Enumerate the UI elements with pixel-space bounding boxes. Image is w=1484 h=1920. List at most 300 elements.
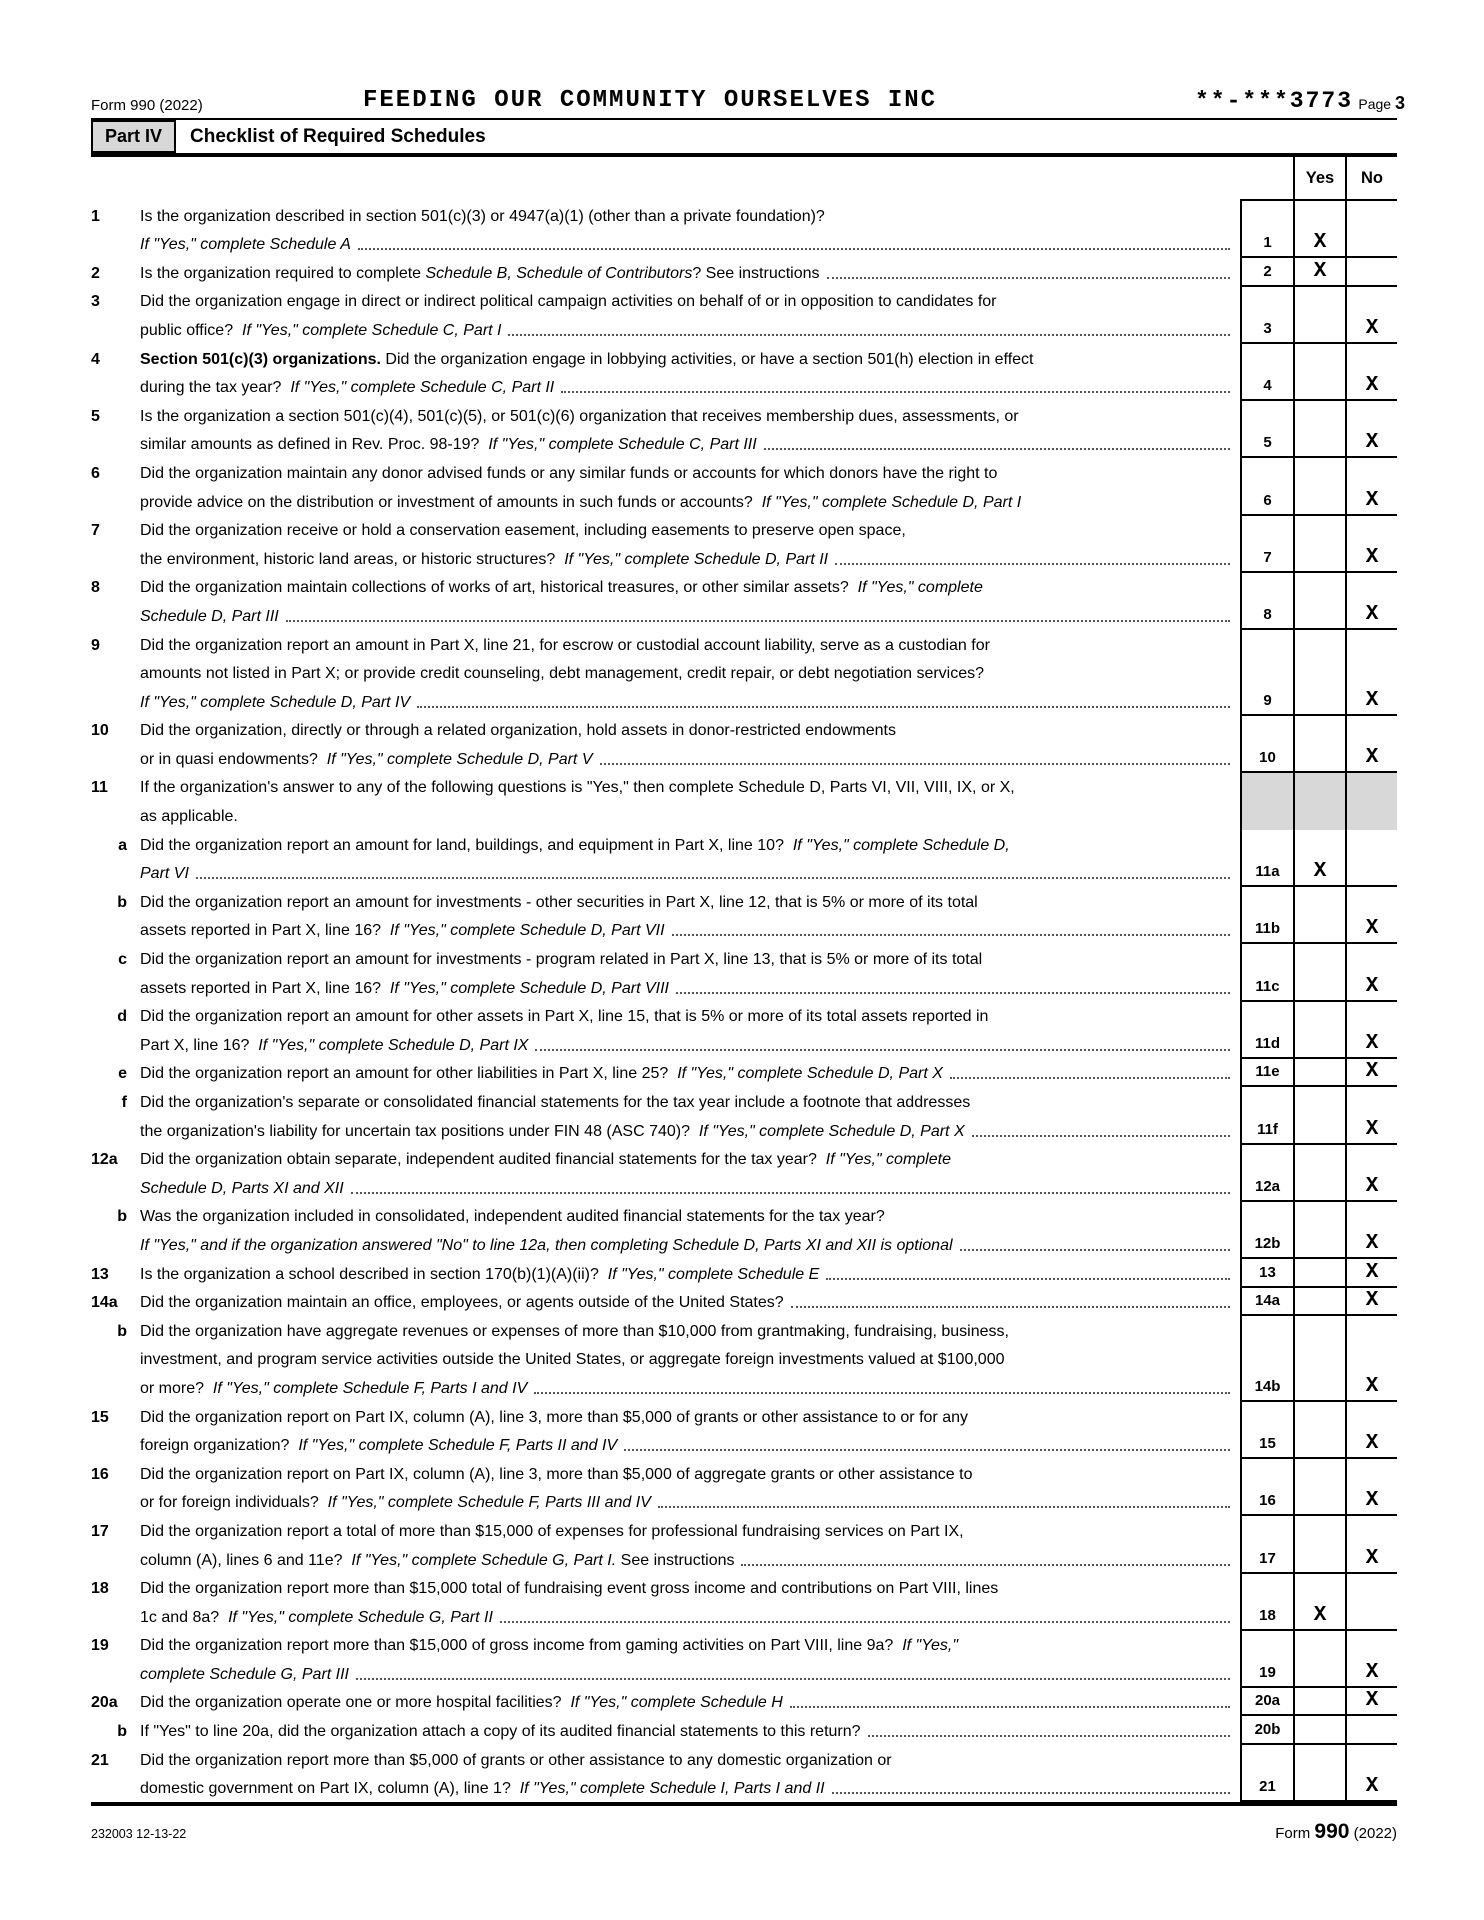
question-line	[91, 1116, 1240, 1145]
yes-cell	[1293, 887, 1345, 944]
form-edition-label: Form 990 (2022)	[91, 97, 203, 114]
question-number: b	[117, 893, 127, 911]
line-number: 1	[1263, 234, 1272, 252]
text-segment: Did the organization report more than $15,000 total of fundraising event gross income and contributions on Part VIII, lines	[140, 1580, 999, 1598]
no-cell	[1345, 458, 1397, 515]
question-row	[91, 1574, 1397, 1631]
no-cell	[1345, 516, 1397, 573]
question-line	[91, 344, 1240, 373]
footer-print-code: 232003 12-13-22	[91, 1827, 187, 1842]
line-number: 6	[1263, 491, 1272, 509]
question-line	[91, 1173, 1240, 1202]
question-number: 14a	[91, 1294, 118, 1312]
question-line	[91, 1087, 1240, 1116]
x-mark: X	[1365, 431, 1379, 455]
line-number-column-spacer	[1240, 157, 1293, 199]
text-segment: If "Yes," complete Schedule C, Part III	[488, 436, 757, 454]
question-row	[91, 201, 1397, 258]
question-line	[91, 1688, 1240, 1717]
line-number-cell	[1240, 258, 1293, 287]
text-segment: the organization's liability for uncertain tax positions under FIN 48 (ASC 740)?	[140, 1122, 699, 1140]
x-mark: X	[1365, 602, 1379, 626]
question-line	[91, 1659, 1240, 1688]
question-line	[91, 544, 1240, 573]
text-segment: If "Yes," complete Schedule F, Parts III and IV	[327, 1494, 651, 1512]
question-number: b	[117, 1322, 127, 1340]
line-number-cell	[1240, 516, 1293, 573]
answer-cells	[1240, 573, 1397, 630]
question-row	[91, 630, 1397, 716]
text-segment: If "Yes," complete Schedule F, Parts I and IV	[212, 1379, 528, 1397]
question-text	[91, 1459, 1240, 1516]
page-footer	[91, 1820, 1397, 1844]
question-row	[91, 1002, 1397, 1059]
question-row	[91, 1631, 1397, 1688]
dotted-leader	[417, 706, 1230, 708]
question-number: f	[121, 1094, 127, 1111]
line-number-cell	[1240, 573, 1293, 630]
dotted-leader	[600, 763, 1231, 765]
text-segment: If "Yes," complete Schedule C, Part I	[242, 321, 502, 339]
no-cell	[1345, 1459, 1397, 1516]
text-segment: If "Yes," complete Schedule I, Parts I and II	[519, 1780, 825, 1798]
text-segment: If "Yes," complete	[825, 1151, 951, 1169]
text-segment: Did the organization report an amount for other liabilities in Part X, line 25?	[140, 1065, 678, 1083]
question-text	[91, 573, 1240, 630]
yes-column-header: Yes	[1293, 157, 1345, 199]
answer-cells	[1240, 401, 1397, 458]
line-number-cell	[1240, 344, 1293, 401]
question-row	[91, 1316, 1397, 1402]
dotted-leader	[196, 877, 1230, 879]
text-segment: Was the organization included in consolidated, independent audited financial statements for the tax year?	[140, 1208, 885, 1226]
question-line	[91, 859, 1240, 888]
text-segment: Did the organization report an amount for land, buildings, and equipment in Part X, line 10?	[140, 836, 793, 854]
text-segment: column (A), lines 6 and 11e?	[140, 1551, 352, 1569]
question-number: 15	[91, 1408, 109, 1426]
no-column-header: No	[1345, 157, 1397, 199]
footer-form-word: Form	[1275, 1825, 1315, 1843]
line-number: 5	[1263, 434, 1272, 452]
yes-cell	[1293, 1516, 1345, 1573]
dotted-leader	[672, 934, 1230, 936]
x-mark: X	[1365, 1289, 1379, 1313]
yes-cell	[1293, 1459, 1345, 1516]
question-text	[91, 258, 1240, 287]
line-number-cell	[1240, 1059, 1293, 1088]
question-text	[91, 344, 1240, 401]
x-mark: X	[1365, 974, 1379, 998]
question-text	[91, 1059, 1240, 1088]
yes-cell	[1293, 573, 1345, 630]
text-segment: If "Yes," complete	[857, 579, 983, 597]
text-segment: If "Yes,"	[902, 1637, 959, 1655]
line-number: 8	[1263, 605, 1272, 623]
question-text	[91, 1402, 1240, 1459]
question-row	[91, 1745, 1397, 1802]
no-cell	[1345, 773, 1397, 830]
line-number-cell	[1240, 1259, 1293, 1288]
question-text	[91, 630, 1240, 716]
page-word: Page	[1358, 96, 1395, 112]
question-text	[91, 887, 1240, 944]
question-number: 3	[91, 293, 100, 311]
text-segment: If "Yes," complete Schedule H	[570, 1694, 783, 1712]
text-segment: If "Yes," complete Schedule D, Part V	[326, 750, 593, 768]
line-number-cell	[1240, 1202, 1293, 1259]
line-number-cell	[1240, 1459, 1293, 1516]
text-segment: or for foreign individuals?	[140, 1494, 328, 1512]
line-number: 7	[1263, 548, 1272, 566]
text-segment: If "Yes," complete Schedule D, Part X	[677, 1065, 943, 1083]
x-mark: X	[1365, 1174, 1379, 1198]
yes-cell	[1293, 1002, 1345, 1059]
yes-no-column-header	[91, 157, 1397, 201]
text-segment: See instructions	[616, 1551, 735, 1569]
question-text	[91, 944, 1240, 1001]
yes-cell	[1293, 1402, 1345, 1459]
yes-cell	[1293, 944, 1345, 1001]
x-mark: X	[1365, 1660, 1379, 1684]
question-number: 8	[91, 579, 100, 597]
question-text	[91, 773, 1240, 830]
no-cell	[1345, 573, 1397, 630]
text-segment: investment, and program service activities outside the United States, or aggregate foreign investments valued at $100,000	[140, 1351, 1005, 1369]
line-number-cell	[1240, 1516, 1293, 1573]
x-mark: X	[1313, 860, 1327, 884]
dotted-leader	[960, 1249, 1230, 1251]
question-line	[91, 516, 1240, 545]
line-number: 20a	[1254, 1692, 1281, 1710]
line-number: 11e	[1255, 1063, 1280, 1081]
answer-cells	[1240, 258, 1397, 287]
line-number: 2	[1263, 262, 1272, 280]
line-number: 18	[1259, 1606, 1276, 1624]
question-row	[91, 344, 1397, 401]
answer-cells	[1240, 1516, 1397, 1573]
question-row	[91, 1716, 1397, 1745]
page-number	[1358, 93, 1405, 114]
question-number: 13	[91, 1265, 109, 1283]
text-segment: complete Schedule G, Part III	[140, 1665, 349, 1683]
line-number: 17	[1259, 1549, 1276, 1567]
no-cell	[1345, 258, 1397, 287]
line-number-cell	[1240, 1316, 1293, 1402]
text-segment: similar amounts as defined in Rev. Proc. 98-19?	[140, 436, 489, 454]
x-mark: X	[1365, 1060, 1379, 1084]
question-row	[91, 1402, 1397, 1459]
text-segment: Schedule D, Parts XI and XII	[140, 1179, 344, 1197]
question-row	[91, 1459, 1397, 1516]
no-cell	[1345, 716, 1397, 773]
no-cell	[1345, 1688, 1397, 1717]
yes-cell	[1293, 287, 1345, 344]
question-line	[91, 1316, 1240, 1345]
text-segment: foreign organization?	[140, 1437, 299, 1455]
line-number: 10	[1259, 748, 1276, 766]
text-segment: Is the organization required to complete	[140, 264, 426, 282]
dotted-leader	[827, 277, 1230, 279]
dotted-leader	[868, 1735, 1230, 1737]
x-mark: X	[1313, 231, 1327, 255]
x-mark: X	[1313, 259, 1327, 283]
dotted-leader	[624, 1449, 1230, 1451]
yes-cell	[1293, 401, 1345, 458]
answer-cells	[1240, 716, 1397, 773]
question-line	[91, 630, 1240, 659]
text-segment: Section 501(c)(3) organizations.	[140, 350, 386, 368]
question-number: 20a	[91, 1694, 118, 1712]
text-segment: Did the organization receive or hold a conservation easement, including easements to preserve open space,	[140, 522, 906, 540]
no-cell	[1345, 944, 1397, 1001]
line-number-cell	[1240, 1288, 1293, 1317]
no-cell	[1345, 401, 1397, 458]
text-segment: Is the organization described in section 501(c)(3) or 4947(a)(1) (other than a private foundation)?	[140, 207, 825, 225]
no-cell	[1345, 201, 1397, 258]
question-text	[91, 458, 1240, 515]
text-segment: Did the organization operate one or more hospital facilities?	[140, 1694, 571, 1712]
question-number: 7	[91, 522, 100, 540]
answer-cells	[1240, 1716, 1397, 1745]
line-number-cell	[1240, 1688, 1293, 1717]
yes-cell	[1293, 1316, 1345, 1402]
question-number: 16	[91, 1465, 109, 1483]
line-number-cell	[1240, 830, 1293, 887]
answer-cells	[1240, 1259, 1397, 1288]
question-number: 2	[91, 264, 100, 282]
x-mark: X	[1365, 1374, 1379, 1398]
question-line	[91, 201, 1240, 230]
line-number: 11c	[1255, 977, 1280, 995]
question-line	[91, 659, 1240, 688]
line-number-cell	[1240, 201, 1293, 258]
question-row	[91, 830, 1397, 887]
dotted-leader	[826, 1278, 1230, 1280]
dotted-leader	[508, 334, 1230, 336]
yes-cell	[1293, 1716, 1345, 1745]
question-row	[91, 458, 1397, 515]
text-segment: If "Yes," complete Schedule D, Part IV	[140, 693, 411, 711]
page-header	[91, 70, 1405, 118]
line-number: 11b	[1254, 920, 1281, 938]
line-number-cell	[1240, 716, 1293, 773]
text-segment: Did the organization, directly or through a related organization, hold assets in donor-restricted endowments	[140, 722, 896, 740]
text-segment: Did the organization report an amount in Part X, line 21, for escrow or custodial account liability, serve as a custodian for	[140, 636, 990, 654]
question-text	[91, 716, 1240, 773]
yes-cell	[1293, 1145, 1345, 1202]
yes-cell	[1293, 1688, 1345, 1717]
text-segment: assets reported in Part X, line 16?	[140, 922, 390, 940]
part-header-bar	[91, 118, 1397, 157]
text-segment: If "Yes," complete Schedule D, Part I	[761, 493, 1022, 511]
question-line	[91, 1402, 1240, 1431]
text-segment: provide advice on the distribution or investment of amounts in such funds or accounts?	[140, 493, 762, 511]
question-text	[91, 1716, 1240, 1745]
no-cell	[1345, 630, 1397, 716]
footer-form-year: (2022)	[1349, 1825, 1397, 1843]
text-segment: If "Yes," complete Schedule G, Part I.	[351, 1551, 617, 1569]
question-number: b	[117, 1723, 127, 1741]
ein-masked: **-***3773	[1194, 88, 1353, 114]
yes-cell	[1293, 1288, 1345, 1317]
yes-cell	[1293, 1745, 1345, 1802]
text-segment: ? See instructions	[692, 264, 820, 282]
answer-cells	[1240, 1402, 1397, 1459]
no-cell	[1345, 287, 1397, 344]
question-line	[91, 773, 1240, 802]
question-line	[91, 1230, 1240, 1259]
question-line	[91, 230, 1240, 259]
x-mark: X	[1365, 1689, 1379, 1713]
question-number: 19	[91, 1637, 109, 1655]
line-number: 15	[1259, 1435, 1276, 1453]
line-number: 14a	[1254, 1292, 1281, 1310]
question-line	[91, 1631, 1240, 1660]
question-text	[91, 1202, 1240, 1259]
question-row	[91, 1288, 1397, 1317]
x-mark: X	[1365, 545, 1379, 569]
text-segment: or in quasi endowments?	[140, 750, 327, 768]
no-cell	[1345, 1259, 1397, 1288]
question-row	[91, 1688, 1397, 1717]
answer-cells	[1240, 458, 1397, 515]
question-line	[91, 973, 1240, 1002]
question-row	[91, 258, 1397, 287]
answer-cells	[1240, 887, 1397, 944]
question-line	[91, 887, 1240, 916]
line-number-cell	[1240, 773, 1293, 830]
text-segment: Did the organization maintain an office, employees, or agents outside of the United States?	[140, 1294, 784, 1312]
question-text	[91, 1002, 1240, 1059]
question-row	[91, 516, 1397, 573]
text-segment: Did the organization's separate or consolidated financial statements for the tax year include a footnote that addresses	[140, 1094, 971, 1111]
line-number-cell	[1240, 1631, 1293, 1688]
answer-cells	[1240, 1745, 1397, 1802]
text-segment: Part VI	[140, 865, 189, 883]
question-row	[91, 1516, 1397, 1573]
text-segment: Did the organization engage in lobbying activities, or have a section 501(h) election in effect	[385, 350, 1034, 368]
question-text	[91, 1574, 1240, 1631]
dotted-leader	[832, 1792, 1230, 1794]
yes-cell	[1293, 630, 1345, 716]
question-line	[91, 1030, 1240, 1059]
x-mark: X	[1365, 1546, 1379, 1570]
text-segment: Did the organization maintain collections of works of art, historical treasures, or other similar assets?	[140, 579, 858, 597]
question-number: c	[118, 951, 127, 969]
part-title: Checklist of Required Schedules	[190, 125, 486, 147]
line-number-cell	[1240, 1574, 1293, 1631]
question-number: a	[118, 836, 127, 854]
x-mark: X	[1365, 374, 1379, 398]
answer-cells	[1240, 344, 1397, 401]
line-number: 20b	[1254, 1721, 1281, 1739]
question-line	[91, 401, 1240, 430]
question-row	[91, 1087, 1397, 1144]
question-number: 9	[91, 636, 100, 654]
question-row	[91, 573, 1397, 630]
line-number-cell	[1240, 458, 1293, 515]
question-number: 6	[91, 464, 100, 482]
text-segment: Did the organization report more than $5,000 of grants or other assistance to any domestic organization or	[140, 1751, 892, 1769]
dotted-leader	[835, 563, 1230, 565]
text-segment: Part X, line 16?	[140, 1036, 259, 1054]
question-line	[91, 1488, 1240, 1517]
line-number-cell	[1240, 1002, 1293, 1059]
question-line	[91, 687, 1240, 716]
answer-cells	[1240, 944, 1397, 1001]
question-row	[91, 287, 1397, 344]
yes-cell	[1293, 1574, 1345, 1631]
text-segment: as applicable.	[140, 808, 238, 826]
text-segment: If "Yes," complete Schedule D, Part VII	[389, 922, 665, 940]
no-cell	[1345, 1202, 1397, 1259]
line-number: 14b	[1254, 1377, 1281, 1395]
text-segment: Did the organization report an amount for investments - program related in Part X, line 13, that is 5% or more of its total	[140, 951, 983, 969]
answer-cells	[1240, 1574, 1397, 1631]
yes-no-cells	[1240, 157, 1397, 201]
text-segment: Did the organization report an amount for investments - other securities in Part X, line 12, that is 5% or more of its total	[140, 893, 978, 911]
answer-cells	[1240, 1631, 1397, 1688]
dotted-leader	[561, 391, 1230, 393]
answer-cells	[1240, 1316, 1397, 1402]
answer-cells	[1240, 1459, 1397, 1516]
question-text	[91, 1087, 1240, 1144]
question-number: 5	[91, 407, 100, 425]
dotted-leader	[286, 620, 1230, 622]
text-segment: amounts not listed in Part X; or provide credit counseling, debt management, credit repair, or debt negotiation services?	[140, 665, 985, 683]
text-segment: Schedule D, Part III	[140, 607, 279, 625]
x-mark: X	[1365, 1489, 1379, 1513]
text-segment: Did the organization engage in direct or indirect political campaign activities on behalf of or in opposition to candidates for	[140, 293, 997, 311]
question-text	[91, 1688, 1240, 1717]
question-line	[91, 430, 1240, 459]
line-number: 21	[1259, 1778, 1276, 1796]
answer-cells	[1240, 830, 1397, 887]
line-number-cell	[1240, 1745, 1293, 1802]
question-text	[91, 1316, 1240, 1402]
question-line	[91, 287, 1240, 316]
question-line	[91, 1516, 1240, 1545]
x-mark: X	[1365, 688, 1379, 712]
answer-cells	[1240, 1087, 1397, 1144]
question-number: 17	[91, 1522, 109, 1540]
question-text	[91, 1631, 1240, 1688]
text-segment: If "Yes," complete Schedule E	[607, 1265, 820, 1283]
line-number-cell	[1240, 1087, 1293, 1144]
text-segment: Did the organization report on Part IX, column (A), line 3, more than $5,000 of grants or other assistance to or for any	[140, 1408, 968, 1426]
text-segment: If "Yes," complete Schedule A	[140, 236, 351, 254]
question-row	[91, 1259, 1397, 1288]
question-line	[91, 1259, 1240, 1288]
dotted-leader	[790, 1706, 1230, 1708]
x-mark: X	[1365, 1260, 1379, 1284]
answer-cells	[1240, 1202, 1397, 1259]
no-cell	[1345, 1574, 1397, 1631]
question-line	[91, 1059, 1240, 1088]
no-cell	[1345, 1402, 1397, 1459]
line-number-cell	[1240, 1145, 1293, 1202]
question-text	[91, 401, 1240, 458]
no-cell	[1345, 1745, 1397, 1802]
question-row	[91, 773, 1397, 830]
x-mark: X	[1365, 917, 1379, 941]
line-number: 11a	[1255, 863, 1280, 881]
dotted-leader	[658, 1506, 1230, 1508]
question-number: 21	[91, 1751, 109, 1769]
organization-name: FEEDING OUR COMMUNITY OURSELVES INC	[363, 87, 938, 114]
question-line	[91, 944, 1240, 973]
text-segment: Did the organization report more than $15,000 of gross income from gaming activities on Part VIII, line 9a?	[140, 1637, 903, 1655]
